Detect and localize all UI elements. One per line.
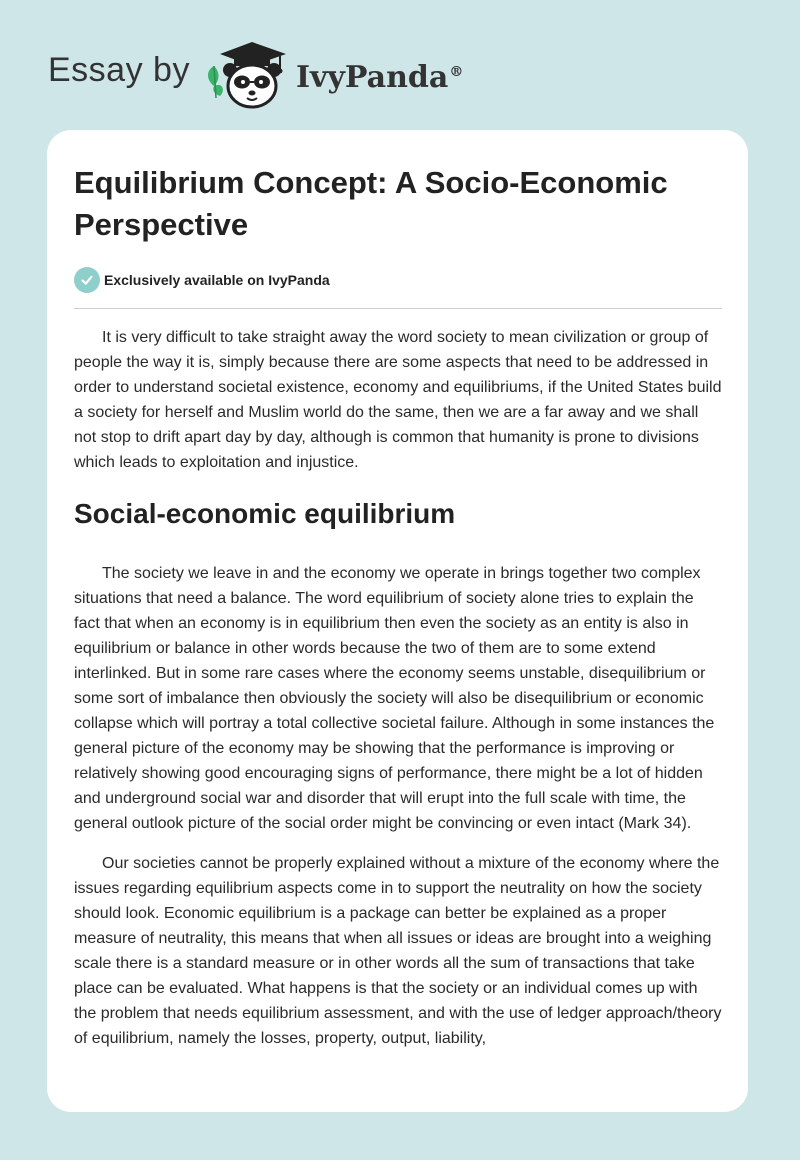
paragraph-2: Our societies cannot be properly explained without a mixture of the economy where the issues regarding equilibrium aspects come in to support the neutrality on how the society should look. Economic equilibrium is a package can better be explained as a proper measure of neutrality, this means that when all issues or ideas are brought into a weighing scale there is a standard measure or in other words all the sum of transactions that take place can be evaluated. What happens is that the society or an individual comes up with the problem that needs equilibrium assessment, and with the use of ledger approach/theory of equilibrium, namely the losses, property, output, liability,	[74, 855, 722, 1047]
divider	[74, 308, 722, 309]
essay-by-label: Essay by	[48, 51, 190, 89]
section-heading: Social-economic equilibrium	[74, 498, 456, 529]
article-title: Equilibrium Concept: A Socio-Economic Perspective	[74, 165, 668, 242]
brand-logo-text[interactable]	[296, 52, 463, 98]
brand-name: IvyPanda	[296, 60, 449, 95]
exclusive-badge	[74, 266, 722, 294]
paragraph-intro: It is very difficult to take straight away the word society to mean civilization or group of people the way it is, simply because there are some aspects that need to be addressed in order to understand societal existence, economy and equilibriums, if the United States build a society for herself and Muslim world do the same, then we are a far away and we shall not stop to drift apart day by day, although is common that humanity is prone to divisions which leads to exploitation and injustice.	[74, 329, 722, 471]
check-icon	[74, 267, 100, 293]
panda-graduate-icon[interactable]	[200, 36, 296, 112]
site-header	[0, 0, 800, 120]
article-content	[74, 162, 722, 1051]
paragraph-1: The society we leave in and the economy we operate in brings together two complex situations that need a balance. The word equilibrium of society alone tries to explain the fact that when an economy is in equilibrium then even the society as an entity is also in equilibrium or balance in other words because the two of them are to some extend interlinked. But in some rare cases where the economy seems unstable, disequilibrium or some sort of imbalance then obviously the society will also be disequilibrium or economic collapse which will portray a total collective societal failure. Although in some instances the general picture of the economy may be showing that the performance is improving or relatively showing good encouraging signs of performance, there might be a lot of hidden and underground social war and disorder that will erupt into the full scale with time, the general outlook picture of the social order might be convincing or even intact (Mark 34).	[74, 565, 715, 832]
article-card	[47, 130, 748, 1112]
trademark-symbol: ®	[449, 64, 464, 80]
exclusive-label: Exclusively available on IvyPanda	[104, 272, 330, 288]
